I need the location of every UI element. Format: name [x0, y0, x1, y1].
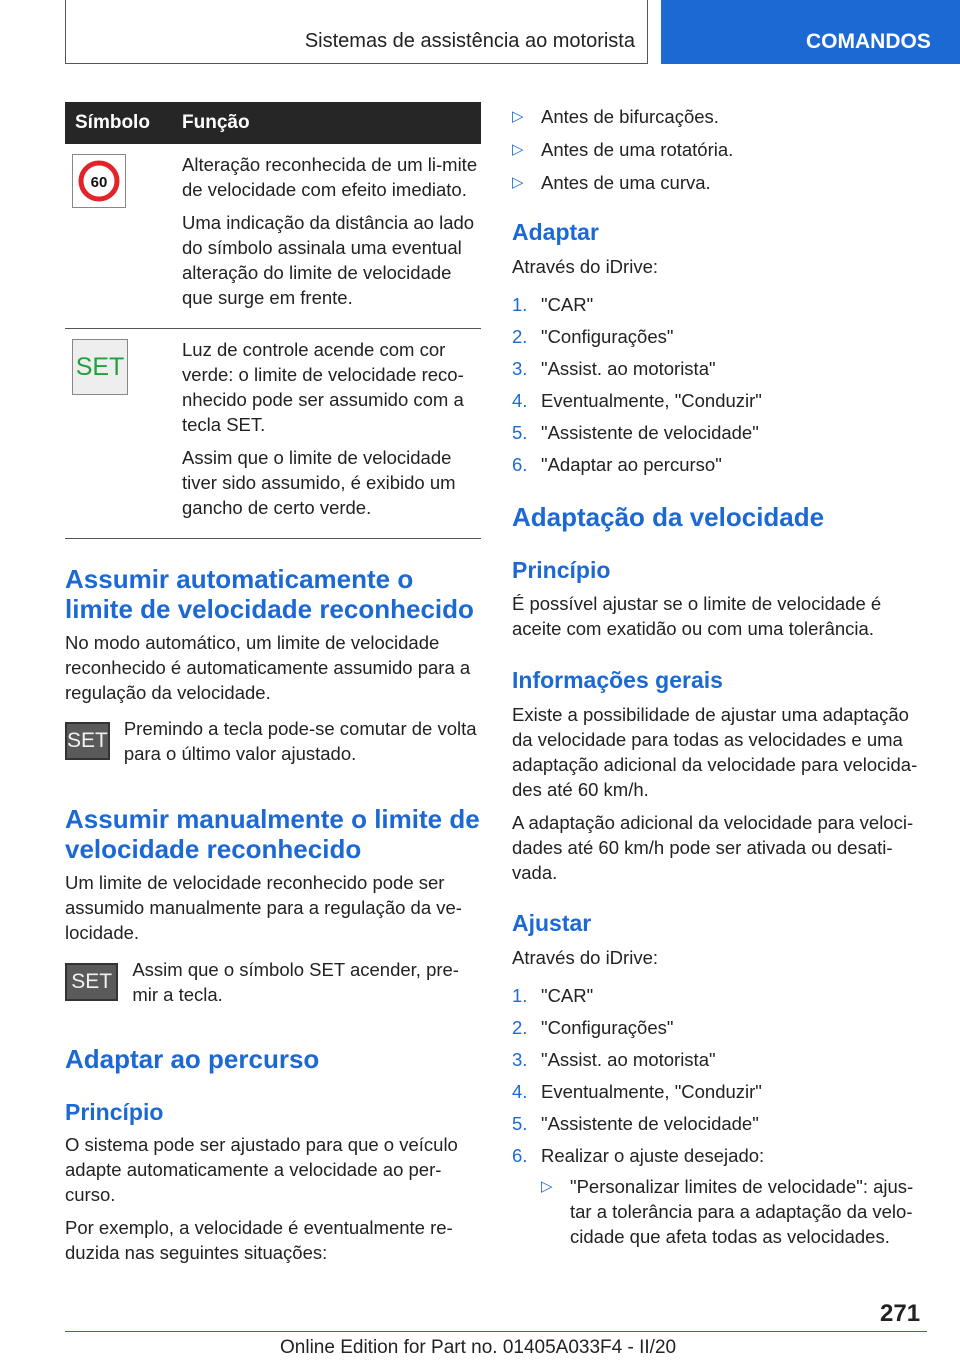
route-text-2: Por exemplo, a velocidade é eventualmente re-duzida nas seguintes situações: [65, 1217, 453, 1263]
general-text-1: Existe a possibilidade de ajustar uma adaptação da velocidade para todas as velocidades e uma adaptação adicional da velocidade para velocida-des até 60 km/h. [512, 704, 918, 800]
heading-speed-adapt: Adaptação da velocidade [512, 502, 825, 532]
triangle-bullet-icon: ▷ [512, 108, 524, 125]
list-item: 4. Eventualmente, "Conduzir" [512, 390, 762, 411]
header-box [65, 0, 648, 64]
list-item: 5. "Assistente de velocidade" [512, 422, 759, 443]
list-item: 1. "CAR" [512, 294, 594, 315]
page-number: 271 [880, 1300, 921, 1327]
adjust-sub-bullets [541, 1174, 927, 1249]
auto-text: No modo automático, um limite de velocidade reconhecido é automaticamente assumido para a regulação da velocidade. [65, 632, 471, 703]
list-item: 3. "Assist. ao motorista" [512, 358, 716, 379]
auto-set-text: Premindo a tecla pode-se comutar de volta para o último valor ajustado. [123, 718, 477, 764]
list-item: 4. Eventualmente, "Conduzir" [512, 1081, 762, 1102]
adjust-steps [512, 983, 927, 1256]
adjust-intro: Através do iDrive: [512, 947, 658, 968]
adapt-steps [512, 292, 927, 484]
triangle-bullet-icon: ▷ [512, 141, 524, 158]
set-button-icon: SET [65, 722, 110, 760]
list-item: 1. "CAR" [512, 985, 594, 1006]
table-row [65, 329, 481, 539]
set-button-icon: SET [65, 963, 118, 1001]
row1-text-1: Alteração reconhecida de um li-mite de velocidade com efeito imediato. [182, 154, 478, 200]
triangle-bullet-icon: ▷ [541, 1178, 553, 1195]
subheading-principle-2: Princípio [512, 557, 611, 583]
principle-text: É possível ajustar se o limite de velocidade é aceite com exatidão ou com uma tolerância. [512, 593, 882, 639]
adapt-intro: Através do iDrive: [512, 256, 658, 277]
speed-limit-60-sign-icon [72, 154, 126, 208]
list-item: ▷ "Personalizar limites de velocidade": ajus-tar a tolerância para a adaptação da velo-cidade que afeta todas as velocidades. [541, 1176, 914, 1247]
heading-auto: Assumir automaticamente o limite de velocidade reconhecido [65, 564, 474, 624]
row1-text-2: Uma indicação da distância ao lado do símbolo assinala uma eventual alteração do limite de velocidade que surge em frente. [182, 212, 475, 308]
section-title: Sistemas de assistência ao motorista [304, 30, 635, 52]
subheading-principle: Princípio [65, 1099, 164, 1125]
auto-set-row [65, 718, 481, 766]
row2-text-2: Assim que o limite de velocidade tiver sido assumido, é exibido um gancho de certo verde. [182, 447, 456, 518]
table-header-symbol: Símbolo [65, 102, 182, 144]
row2-text-1: Luz de controle acende com cor verde: o limite de velocidade reco-nhecido pode ser assumido com a tecla SET. [182, 339, 464, 435]
manual-text: Um limite de velocidade reconhecido pode ser assumido manualmente para a regulação da ve-locidade. [65, 872, 462, 943]
general-text-2: A adaptação adicional da velocidade para veloci-dades até 60 km/h pode ser ativada ou desati-vada. [512, 812, 914, 883]
situations-list [512, 104, 927, 203]
list-item: 6. "Adaptar ao percurso" [512, 454, 722, 475]
list-item: 2. "Configurações" [512, 1017, 674, 1038]
heading-adjust: Ajustar [512, 910, 592, 936]
footer-edition: Online Edition for Part no. 01405A033F4 - II/20 [280, 1337, 677, 1358]
list-item: 2. "Configurações" [512, 326, 674, 347]
list-item: 6. Realizar o ajuste desejado: ▷ "Personalizar limites de velocidade": ajus-tar a tolerância para a adaptação da velo-cidade que afeta todas as velocidades. [512, 1143, 927, 1249]
manual-set-row [65, 959, 481, 1007]
tab-comandos[interactable]: COMANDOS [661, 0, 960, 64]
table-header-function: Função [182, 102, 481, 144]
list-item: ▷ Antes de uma rotatória. [512, 139, 734, 160]
list-item: 5. "Assistente de velocidade" [512, 1113, 759, 1134]
list-item: ▷ Antes de bifurcações. [512, 106, 719, 127]
route-text-1: O sistema pode ser ajustado para que o veículo adapte automaticamente a velocidade ao per-curso. [65, 1134, 458, 1205]
table-row [65, 144, 481, 329]
manual-set-text: Assim que o símbolo SET acender, pre-mir a tecla. [132, 959, 459, 1005]
heading-adapt: Adaptar [512, 219, 599, 245]
symbol-table [65, 102, 481, 539]
heading-manual: Assumir manualmente o limite de velocidade reconhecido [65, 804, 480, 864]
heading-route: Adaptar ao percurso [65, 1044, 320, 1074]
set-green-indicator-icon: SET [72, 339, 128, 395]
triangle-bullet-icon: ▷ [512, 174, 524, 191]
subheading-general: Informações gerais [512, 667, 723, 693]
list-item: ▷ Antes de uma curva. [512, 172, 711, 193]
footer-divider [65, 1331, 927, 1332]
list-item: 3. "Assist. ao motorista" [512, 1049, 716, 1070]
speed-limit-value: 60 [90, 174, 108, 191]
